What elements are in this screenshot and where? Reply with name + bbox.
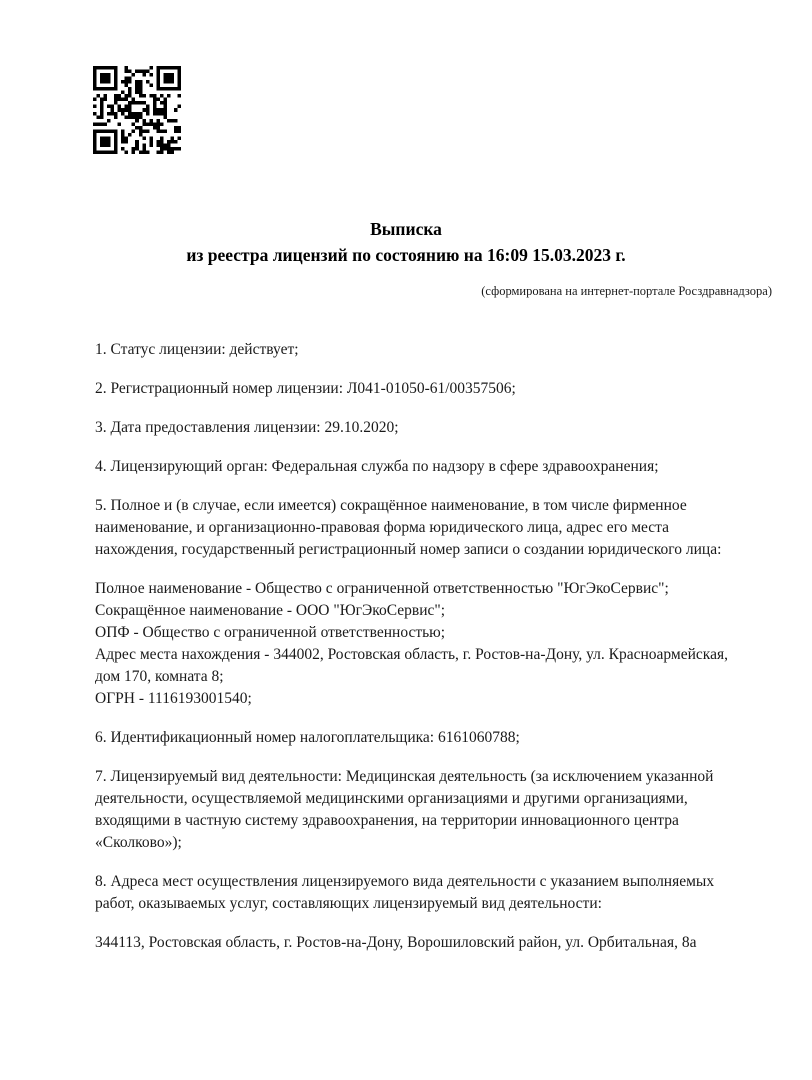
document-subtitle: (сформирована на интернет-портале Росздравнадзора)	[481, 284, 772, 298]
paragraph-entity-heading: 5. Полное и (в случае, если имеется) сокращённое наименование, в том числе фирменное наименование, и организационно-правовая форма юридического лица, адрес его места нахождения, государственный регистрационный номер записи о создании юридического лица:	[95, 497, 722, 558]
document-body	[0, 339, 812, 954]
document-title	[0, 216, 812, 268]
paragraph-license-date: 3. Дата предоставления лицензии: 29.10.2020;	[95, 419, 399, 436]
paragraph-activity-address: 344113, Ростовская область, г. Ростов-на-Дону, Ворошиловский район, ул. Орбитальная, 8а	[95, 934, 697, 951]
qr-code-icon	[93, 66, 181, 154]
company-ogrn: ОГРН - 1116193001540;	[95, 690, 252, 707]
paragraph-inn: 6. Идентификационный номер налогоплательщика: 6161060788;	[95, 729, 520, 746]
company-short-name: Сокращённое наименование - ООО "ЮгЭкоСервис";	[95, 602, 446, 619]
paragraph-license-status: 1. Статус лицензии: действует;	[95, 341, 299, 358]
company-full-name: Полное наименование - Общество с ограниченной ответственностью "ЮгЭкоСервис";	[95, 580, 669, 597]
company-address: Адрес места нахождения - 344002, Ростовская область, г. Ростов-на-Дону, ул. Красноармейская, дом 170, комната 8;	[95, 646, 728, 685]
paragraph-activity-type: 7. Лицензируемый вид деятельности: Медицинская деятельность (за исключением указанной деятельности, осуществляемой медицинскими организациями и другими организациями, входящими в частную систему здравоохранения, на территории инновационного центра «Сколково»);	[95, 768, 714, 851]
paragraph-addresses-heading: 8. Адреса мест осуществления лицензируемого вида деятельности с указанием выполняемых работ, оказываемых услуг, составляющих лицензируемый вид деятельности:	[95, 873, 715, 912]
paragraph-licensing-authority: 4. Лицензирующий орган: Федеральная служба по надзору в сфере здравоохранения;	[95, 458, 659, 475]
paragraph-registration-number: 2. Регистрационный номер лицензии: Л041-01050-61/00357506;	[95, 380, 516, 397]
company-details-block	[95, 578, 750, 710]
title-line-1: Выписка	[370, 219, 442, 239]
company-legal-form: ОПФ - Общество с ограниченной ответственностью;	[95, 624, 446, 641]
title-line-2: из реестра лицензий по состоянию на 16:09 15.03.2023 г.	[186, 245, 626, 265]
